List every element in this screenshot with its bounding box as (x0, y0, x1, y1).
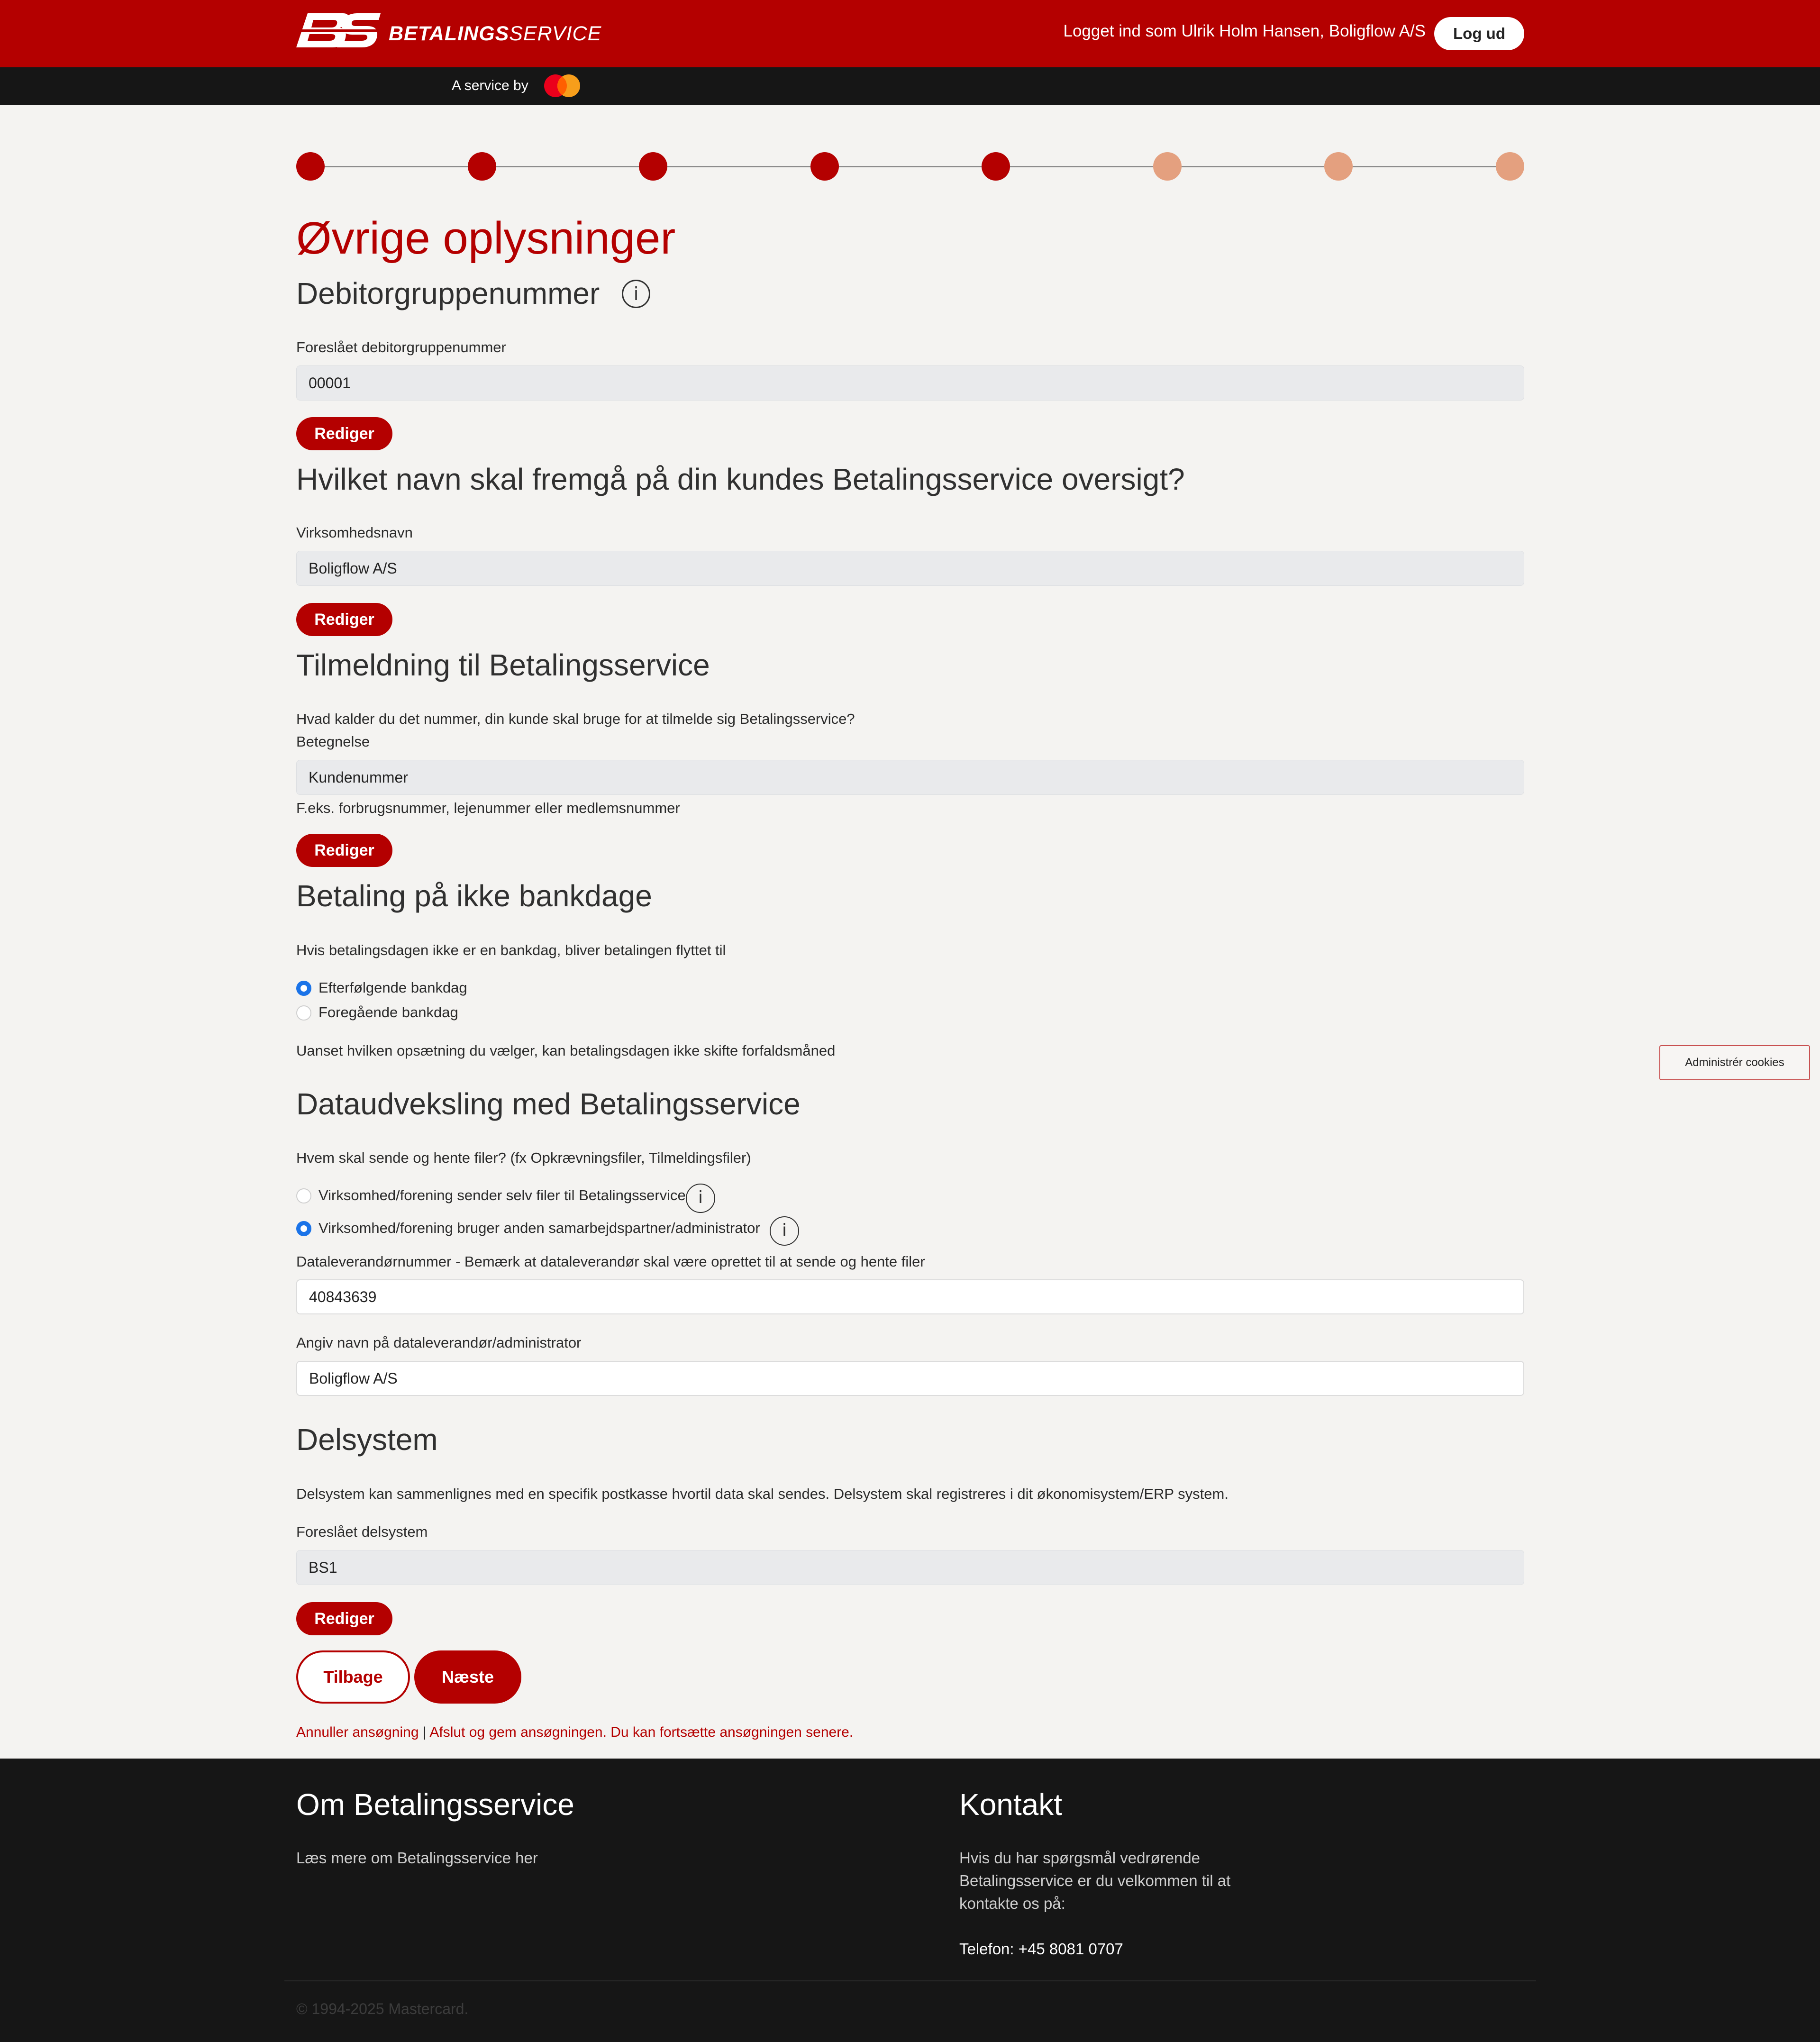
footer-about-link[interactable]: Læs mere om Betalingsservice her (296, 1849, 538, 1867)
stepper-step-completed (639, 152, 667, 181)
footer-contact-line-1: Hvis du har spørgsmål vedrørende (959, 1849, 1201, 1867)
footer (0, 1759, 1820, 2042)
stepper-step-pending (1496, 152, 1524, 181)
service-by-bar (0, 67, 1820, 105)
debitor-number-field[interactable] (296, 365, 1524, 401)
footer-divider (284, 1980, 1536, 1981)
edit-designation-button[interactable]: Rediger (296, 834, 392, 867)
stepper-step-pending (1153, 152, 1182, 181)
footer-about-heading: Om Betalingsservice (296, 1787, 574, 1822)
info-icon[interactable]: i (770, 1216, 799, 1246)
footer-phone: Telefon: +45 8081 0707 (959, 1940, 1123, 1958)
application-links (296, 1724, 853, 1741)
radio-button-selected[interactable] (296, 981, 311, 996)
stepper-connector (1010, 166, 1153, 167)
info-icon[interactable]: i (686, 1184, 715, 1213)
footer-contact-line-3: kontakte os på: (959, 1895, 1065, 1912)
designation-label: Betegnelse (296, 733, 370, 750)
stepper-connector (1182, 166, 1325, 167)
data-exchange-heading: Dataudveksling med Betalingsservice (296, 1087, 801, 1121)
radio-button[interactable] (296, 1188, 311, 1203)
non-bank-days-note: Uanset hvilken opsætning du vælger, kan betalingsdagen ikke skifte forfaldsmåned (296, 1042, 836, 1059)
stepper-connector (325, 166, 468, 167)
stepper-step-completed (296, 152, 325, 181)
bs-logo-icon (296, 13, 382, 54)
signup-heading: Tilmeldning til Betalingsservice (296, 648, 710, 682)
subsystem-field[interactable] (296, 1550, 1524, 1585)
supplier-name-label: Angiv navn på dataleverandør/administrator (296, 1334, 582, 1351)
supplier-number-label: Dataleverandørnummer - Bemærk at dataleverandør skal være oprettet til at sende og hente filer (296, 1253, 925, 1270)
edit-subsystem-button[interactable]: Rediger (296, 1602, 392, 1635)
debitor-heading: Debitorgruppenummer (296, 276, 600, 310)
supplier-number-input[interactable] (296, 1279, 1524, 1314)
non-bank-days-question: Hvis betalingsdagen ikke er en bankdag, bliver betalingen flyttet til (296, 942, 726, 958)
manage-cookies-button[interactable]: Administrér cookies (1659, 1045, 1810, 1080)
non-bank-days-heading: Betaling på ikke bankdage (296, 879, 652, 913)
debitor-field-label: Foreslået debitorgruppenummer (296, 339, 506, 356)
subsystem-description: Delsystem kan sammenlignes med en specifik postkasse hvortil data skal sendes. Delsystem skal registreres i dit økonomisystem/ERP system. (296, 1486, 1228, 1502)
stepper-connector (1353, 166, 1496, 167)
betalingsservice-logo[interactable] (296, 13, 602, 54)
brand-wordmark: BETALINGSSERVICE (389, 22, 602, 45)
logged-in-text: Logget ind som Ulrik Holm Hansen, Boligflow A/S (1063, 22, 1426, 40)
designation-field[interactable] (296, 760, 1524, 795)
subsystem-field-label: Foreslået delsystem (296, 1523, 428, 1540)
radio-button[interactable] (296, 1005, 311, 1021)
footer-contact-line-2: Betalingsservice er du velkommen til at (959, 1872, 1231, 1889)
stepper-step-completed (468, 152, 496, 181)
stepper-connector (839, 166, 982, 167)
subsystem-heading: Delsystem (296, 1422, 438, 1457)
stepper-step-completed (810, 152, 839, 181)
stepper-step-completed (982, 152, 1010, 181)
company-name-field[interactable] (296, 551, 1524, 586)
edit-company-name-button[interactable]: Rediger (296, 603, 392, 636)
progress-stepper (296, 152, 1524, 181)
stepper-step-pending (1324, 152, 1353, 181)
link-separator: | (422, 1724, 427, 1740)
next-button[interactable]: Næste (414, 1650, 521, 1704)
footer-contact-heading: Kontakt (959, 1787, 1063, 1822)
cancel-application-link[interactable]: Annuller ansøgning (296, 1724, 419, 1740)
logout-button[interactable]: Log ud (1434, 17, 1524, 50)
signup-question: Hvad kalder du det nummer, din kunde skal bruge for at tilmelde sig Betalingsservice? (296, 711, 855, 727)
service-by-text: A service by (452, 78, 528, 93)
stepper-connector (496, 166, 639, 167)
save-application-link[interactable]: Afslut og gem ansøgningen. Du kan fortsætte ansøgningen senere. (429, 1724, 854, 1740)
name-heading: Hvilket navn skal fremgå på din kundes Betalingsservice oversigt? (296, 462, 1185, 496)
designation-hint: F.eks. forbrugsnummer, lejenummer eller medlemsnummer (296, 800, 680, 816)
stepper-connector (667, 166, 810, 167)
mastercard-logo-icon (542, 72, 582, 100)
back-button[interactable]: Tilbage (296, 1650, 410, 1704)
radio-button-selected[interactable] (296, 1221, 311, 1236)
info-icon[interactable]: i (622, 280, 650, 308)
copyright-text: © 1994-2025 Mastercard. (296, 2000, 469, 2017)
edit-debitor-button[interactable]: Rediger (296, 417, 392, 450)
company-name-label: Virksomhedsnavn (296, 524, 413, 541)
supplier-name-input[interactable] (296, 1361, 1524, 1396)
data-exchange-question: Hvem skal sende og hente filer? (fx Opkrævningsfiler, Tilmeldingsfiler) (296, 1149, 751, 1166)
page-title: Øvrige oplysninger (296, 213, 676, 264)
top-header (0, 0, 1820, 67)
